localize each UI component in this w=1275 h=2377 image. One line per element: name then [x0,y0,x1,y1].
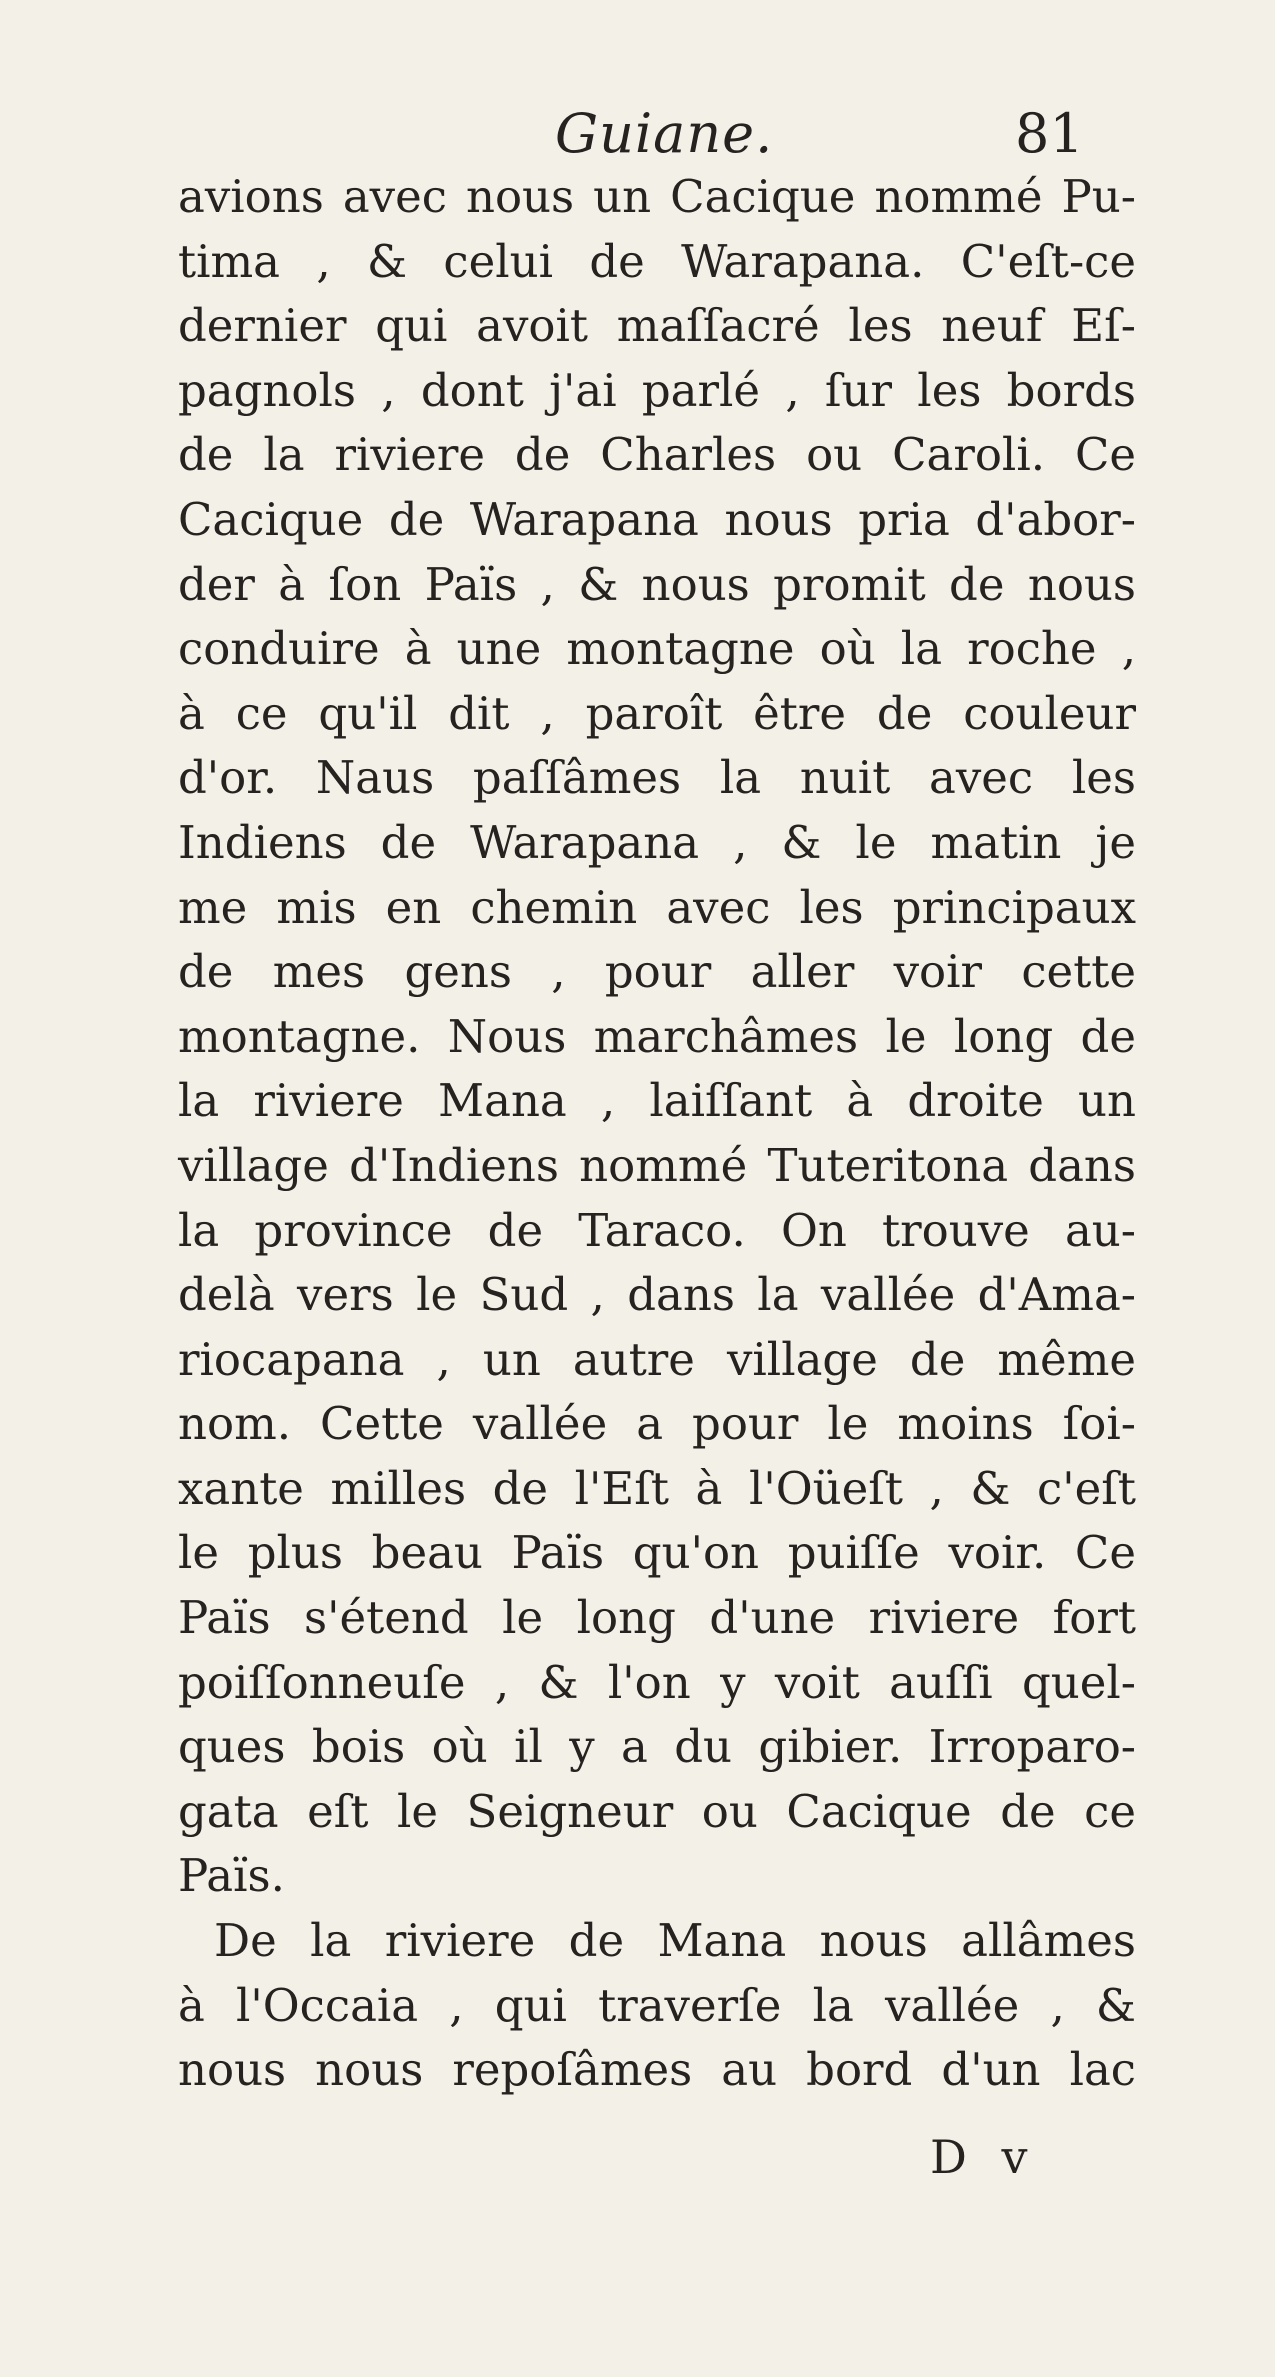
text-line: de mes gens , pour aller voir cette [178,945,1136,999]
text-line: Païs s'étend le long d'une riviere fort [178,1591,1136,1645]
running-head-title: Guiane. [555,102,774,165]
text-line: tima , & celui de Warapana. C'eſt-ce [178,234,1136,288]
text-line: Cacique de Warapana nous pria d'abor- [178,492,1136,546]
text-line: delà vers le Sud , dans la vallée d'Ama- [178,1268,1136,1322]
text-line: à ce qu'il dit , paroît être de couleur [178,686,1136,740]
text-line: poiſſonneuſe , & l'on y voit auſſi quel- [178,1655,1136,1709]
text-line: gata eſt le Seigneur ou Cacique de ce [178,1784,1136,1838]
text-line-paragraph-end: Païs. [178,1849,285,1903]
text-line: montagne. Nous marchâmes le long de [178,1009,1136,1063]
text-line: la province de Taraco. On trouve au- [178,1203,1136,1257]
catchword: D v [930,2130,1038,2184]
text-line: avions avec nous un Cacique nommé Pu- [178,170,1136,223]
text-line: le plus beau Païs qu'on puiſſe voir. Ce [178,1526,1136,1580]
text-line: la riviere Mana , laiſſant à droite un [178,1074,1136,1128]
text-line: der à ſon Païs , & nous promit de nous [178,557,1136,611]
text-line: nom. Cette vallée a pour le moins ſoi- [178,1397,1136,1451]
body-text [178,165,1136,2103]
text-line: conduire à une montagne où la roche , [178,622,1136,676]
text-line: de la riviere de Charles ou Caroli. Ce [178,428,1136,482]
text-line: ques bois où il y a du gibier. Irroparo- [178,1720,1136,1774]
running-head [0,102,1275,166]
text-line: village d'Indiens nommé Tuteritona dans [178,1138,1136,1192]
text-line: dernier qui avoit maſſacré les neuf Eſ- [178,299,1136,353]
text-line: me mis en chemin avec les principaux [178,880,1136,934]
text-line: xante milles de l'Eſt à l'Oüeſt , & c'eſt [178,1461,1136,1515]
text-line: pagnols , dont j'ai parlé , ſur les bords [178,363,1136,417]
text-line: Indiens de Warapana , & le matin je [178,815,1136,869]
text-line-paragraph-start: De la riviere de Mana nous allâmes [214,1914,1136,1968]
page-number: 81 [1015,102,1084,165]
text-line: riocapana , un autre village de même [178,1332,1136,1386]
text-line: nous nous repoſâmes au bord d'un lac [178,2043,1136,2097]
text-line: à l'Occaia , qui traverſe la vallée , & [178,1978,1136,2032]
text-line: d'or. Naus paſſâmes la nuit avec les [178,751,1136,805]
